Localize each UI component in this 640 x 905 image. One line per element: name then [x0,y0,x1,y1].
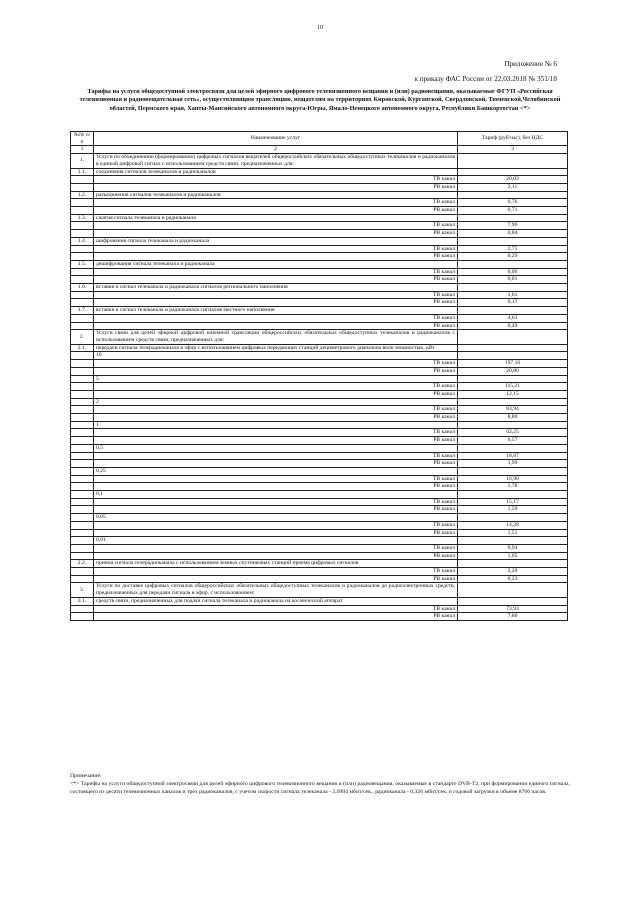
table-row [71,444,568,452]
row-number: 1. [71,154,94,168]
row-number [71,253,94,261]
column-number: 1 [71,146,94,154]
row-number: 3. [71,583,94,597]
price-cell: 83,94 [458,406,568,414]
table-row [71,154,568,168]
row-number [71,613,94,621]
price-cell: 0,06 [458,268,568,276]
price-cell: 115,21 [458,383,568,391]
row-number [71,452,94,460]
channel-label: РВ канал [94,183,458,191]
table-row [71,429,568,437]
row-number [71,245,94,253]
channel-label: ТВ канал [94,406,458,414]
table-row [71,260,568,268]
price-cell [458,154,568,168]
price-cell [458,284,568,292]
service-text: дешифрования сигнала телеканала и радиоканала [94,260,458,268]
table-row [71,268,568,276]
table-row [71,168,568,176]
service-text: разъединения сигналов телеканалов и радиоканалов [94,191,458,199]
row-number [71,506,94,514]
row-number [71,467,94,475]
price-cell: 1,05 [458,552,568,560]
price-cell: 0,17 [458,299,568,307]
price-cell: 73,93 [458,605,568,613]
header-price: Тариф (руб/час), без НДС [458,132,568,146]
row-number [71,575,94,583]
channel-label: ТВ канал [94,544,458,552]
power-value: 1 [94,421,458,429]
channel-label: ТВ канал [94,314,458,322]
price-cell: 9,94 [458,544,568,552]
appendix-reference: к приказу ФАС России от 22.03.2018 № 351/18 [414,75,557,83]
row-number [71,444,94,452]
channel-label: РВ канал [94,529,458,537]
power-value: 2 [94,398,458,406]
table-row [71,253,568,261]
row-number: 2.2. [71,560,94,568]
table-row [71,414,568,422]
price-cell: 7,96 [458,222,568,230]
table-row [71,276,568,284]
row-number [71,276,94,284]
row-number [71,421,94,429]
table-row [71,299,568,307]
table-row [71,375,568,383]
row-number [71,514,94,522]
price-cell: 2,20 [458,568,568,576]
channel-label: ТВ канал [94,383,458,391]
price-cell: 197,16 [458,360,568,368]
row-number [71,552,94,560]
row-number [71,360,94,368]
price-cell: 16,90 [458,475,568,483]
price-cell [458,444,568,452]
channel-label: ТВ канал [94,291,458,299]
row-number [71,406,94,414]
price-cell: 14,28 [458,521,568,529]
price-cell: 0,01 [458,276,568,284]
table-row [71,529,568,537]
row-number: 1.2. [71,191,94,199]
tariff-table [70,131,568,621]
price-cell [458,260,568,268]
service-text: шифрования сигнала телеканала и радиоканала [94,237,458,245]
channel-label: ТВ канал [94,199,458,207]
price-cell [458,398,568,406]
table-row [71,344,568,352]
row-number [71,491,94,499]
appendix-title: Приложение № 6 [504,60,557,68]
table-row [71,552,568,560]
price-cell [458,491,568,499]
row-number [71,268,94,276]
table-row [71,183,568,191]
row-number [71,322,94,330]
table-row [71,360,568,368]
table-row [71,207,568,215]
table-row [71,537,568,545]
price-cell: 18,87 [458,452,568,460]
price-cell: 0,71 [458,207,568,215]
channel-label: ТВ канал [94,452,458,460]
table-header-row [71,132,568,146]
channel-label: ТВ канал [94,568,458,576]
power-value: 10 [94,352,458,360]
channel-label: ТВ канал [94,605,458,613]
channel-label: ТВ канал [94,360,458,368]
channel-label: ТВ канал [94,521,458,529]
row-number [71,529,94,537]
table-row [71,222,568,230]
table-row [71,214,568,222]
price-cell [458,514,568,522]
price-cell: 1,78 [458,483,568,491]
table-row [71,237,568,245]
row-number [71,483,94,491]
price-cell [458,344,568,352]
channel-label: ТВ канал [94,475,458,483]
price-cell: 1,59 [458,506,568,514]
channel-label: РВ канал [94,575,458,583]
table-row [71,452,568,460]
channel-label: РВ канал [94,414,458,422]
service-text: сжатия сигнала телеканала и радиоканала [94,214,458,222]
header-name: Наименование услуг [94,132,458,146]
column-number: 3 [458,146,568,154]
row-number [71,460,94,468]
price-cell: 20,80 [458,367,568,375]
table-row [71,398,568,406]
channel-label: РВ канал [94,460,458,468]
power-value: 0,01 [94,537,458,545]
channel-label: ТВ канал [94,498,458,506]
price-cell [458,307,568,315]
service-text: передачи сигнала телерадиоканала в эфир с использованием цифровых передающих станций дециметрового диапазона волн мощностью, кВт [94,344,458,352]
table-row [71,506,568,514]
table-row [71,605,568,613]
power-value: 0,05 [94,514,458,522]
notes [70,773,570,797]
price-cell [458,214,568,222]
channel-label: ТВ канал [94,245,458,253]
price-cell: 8,86 [458,414,568,422]
row-number: 2.1. [71,344,94,352]
price-cell [458,421,568,429]
price-cell [458,597,568,605]
table-row [71,583,568,597]
channel-label: РВ канал [94,230,458,238]
row-number [71,537,94,545]
table-row [71,330,568,344]
table-row [71,460,568,468]
price-cell [458,352,568,360]
table-row [71,483,568,491]
row-number: 1.7. [71,307,94,315]
row-number [71,352,94,360]
table-row [71,521,568,529]
channel-label: ТВ канал [94,222,458,230]
row-number: 3.1. [71,597,94,605]
price-cell [458,560,568,568]
row-number [71,383,94,391]
channel-label: РВ канал [94,299,458,307]
table-row [71,367,568,375]
table-row [71,230,568,238]
price-cell: 62,25 [458,429,568,437]
price-cell [458,191,568,199]
table-row [71,199,568,207]
table-row [71,498,568,506]
row-number: 1.6. [71,284,94,292]
header-num: №№ п/п [71,132,94,146]
row-number [71,375,94,383]
price-cell: 1,61 [458,291,568,299]
row-number: 1.4. [71,237,94,245]
document-title: Тарифы на услуги общедоступной электросвязи для целей эфирного цифрового телевизионного вещания и (или) радиовещания, оказываемые ФГУП «Российская телевизионная и радиовещательная сеть», осуществляющим трансляцию, вещателям на территориях Кировской, Курганской, Свердловской, Тюменской,Челябинской областей, Пермского края, Ханты-Мансийского автономного округа-Югры, Ямало-Ненецкого автономного округа, Республики Башкортостан <*> [79,88,561,112]
channel-label: РВ канал [94,437,458,445]
service-group-text: Услуги связи для целей эфирной цифровой наземной трансляции общероссийских обязательных общедоступных телеканалов и радиоканалов с использованием средств связи, предназначенных для: [94,330,458,344]
price-cell [458,375,568,383]
price-cell: 4,63 [458,314,568,322]
row-number [71,544,94,552]
price-cell: 1,51 [458,529,568,537]
price-cell: 0,84 [458,230,568,238]
row-number [71,414,94,422]
table-row [71,352,568,360]
channel-label: РВ канал [94,207,458,215]
row-number [71,199,94,207]
service-text: средств связи, предназначенных для подачи сигнала телеканала и радиоканала на космический аппарат [94,597,458,605]
table-row [71,291,568,299]
service-text: вставки в сигнал телеканала и радиоканала сигналов регионального наполнения [94,284,458,292]
price-cell: 0,23 [458,575,568,583]
row-number [71,429,94,437]
row-number [71,367,94,375]
table-row [71,613,568,621]
row-number: 1.5. [71,260,94,268]
channel-label: РВ канал [94,506,458,514]
table-row [71,421,568,429]
service-text: соединения сигналов телеканалов и радиоканалов [94,168,458,176]
row-number [71,437,94,445]
channel-label: РВ канал [94,276,458,284]
service-text: вставки в сигнал телеканала и радиоканала сигналов местного наполнения [94,307,458,315]
table-row [71,514,568,522]
table-row [71,467,568,475]
notes-text: <*> Тарифы на услуги общедоступной электросвязи для целей эфирного цифрового телевизионного вещания и (или) радиовещания, оказываемые в стандарте DVB-T2, при формировании единого сигнала, состоящего из десяти телевизионных каналов и трех радиоканалов, с учетом скорости сигнала телеканала - 3,0904 мбит/сек., радиоканала - 0,326 мбит/сек. и годовой загрузки в объеме 8766 часов. [70,780,570,795]
appendix-block [414,57,557,87]
row-number [71,207,94,215]
service-group-text: Услуги по объединению (формированию) цифровых сигналов вещателей общероссийских обязательных общедоступных телеканалов и радиоканалов в единый цифровой сигнал с использованием средств связи, предназначенных для: [94,154,458,168]
row-number [71,498,94,506]
channel-label: РВ канал [94,390,458,398]
row-number [71,230,94,238]
column-number: 2 [94,146,458,154]
channel-label: РВ канал [94,322,458,330]
row-number [71,291,94,299]
price-cell: 15,17 [458,498,568,506]
channel-label: РВ канал [94,613,458,621]
power-value: 5 [94,375,458,383]
price-cell: 7,80 [458,613,568,621]
power-value: 0,25 [94,467,458,475]
power-value: 0,5 [94,444,458,452]
table-row [71,568,568,576]
table-row [71,390,568,398]
row-number [71,398,94,406]
table-row [71,475,568,483]
row-number: 2. [71,330,94,344]
price-cell: 0,29 [458,253,568,261]
service-text: приема сигнала телерадиоканала с использованием земных спутниковых станций приема цифровых сигналов [94,560,458,568]
price-cell: 1,99 [458,460,568,468]
row-number: 1.3. [71,214,94,222]
table-row [71,191,568,199]
price-cell: 2,11 [458,183,568,191]
row-number [71,222,94,230]
table-row [71,597,568,605]
column-numbers-row [71,146,568,154]
row-number [71,299,94,307]
page-number: 10 [317,25,323,31]
power-value: 0,1 [94,491,458,499]
price-cell [458,237,568,245]
channel-label: РВ канал [94,483,458,491]
price-cell: 6,57 [458,437,568,445]
price-cell [458,330,568,344]
price-cell: 0,49 [458,322,568,330]
table-row [71,544,568,552]
row-number [71,314,94,322]
price-cell [458,583,568,597]
table-row [71,491,568,499]
notes-label: Примечание: [70,773,102,779]
row-number [71,475,94,483]
price-cell [458,467,568,475]
table-row [71,284,568,292]
price-cell: 2,75 [458,245,568,253]
price-cell: 12,15 [458,390,568,398]
channel-label: ТВ канал [94,429,458,437]
table-row [71,560,568,568]
channel-label: РВ канал [94,552,458,560]
channel-label: РВ канал [94,253,458,261]
table-row [71,437,568,445]
service-group-text: Услуги по доставке цифровых сигналов общероссийских обязательных общедоступных телеканалов и радиоканалов до радиоэлектронных средств, предназначенных для передачи сигнала в эфир, с использованием: [94,583,458,597]
price-cell [458,168,568,176]
table-row [71,406,568,414]
table-row [71,307,568,315]
row-number [71,176,94,184]
row-number: 1.1. [71,168,94,176]
row-number [71,605,94,613]
table-row [71,383,568,391]
table-row [71,575,568,583]
row-number [71,390,94,398]
table-row [71,245,568,253]
table-row [71,176,568,184]
channel-label: ТВ канал [94,268,458,276]
row-number [71,183,94,191]
price-cell: 20,03 [458,176,568,184]
table-row [71,322,568,330]
price-cell: 6,76 [458,199,568,207]
channel-label: ТВ канал [94,176,458,184]
channel-label: РВ канал [94,367,458,375]
row-number [71,568,94,576]
row-number [71,521,94,529]
price-cell [458,537,568,545]
table-row [71,314,568,322]
